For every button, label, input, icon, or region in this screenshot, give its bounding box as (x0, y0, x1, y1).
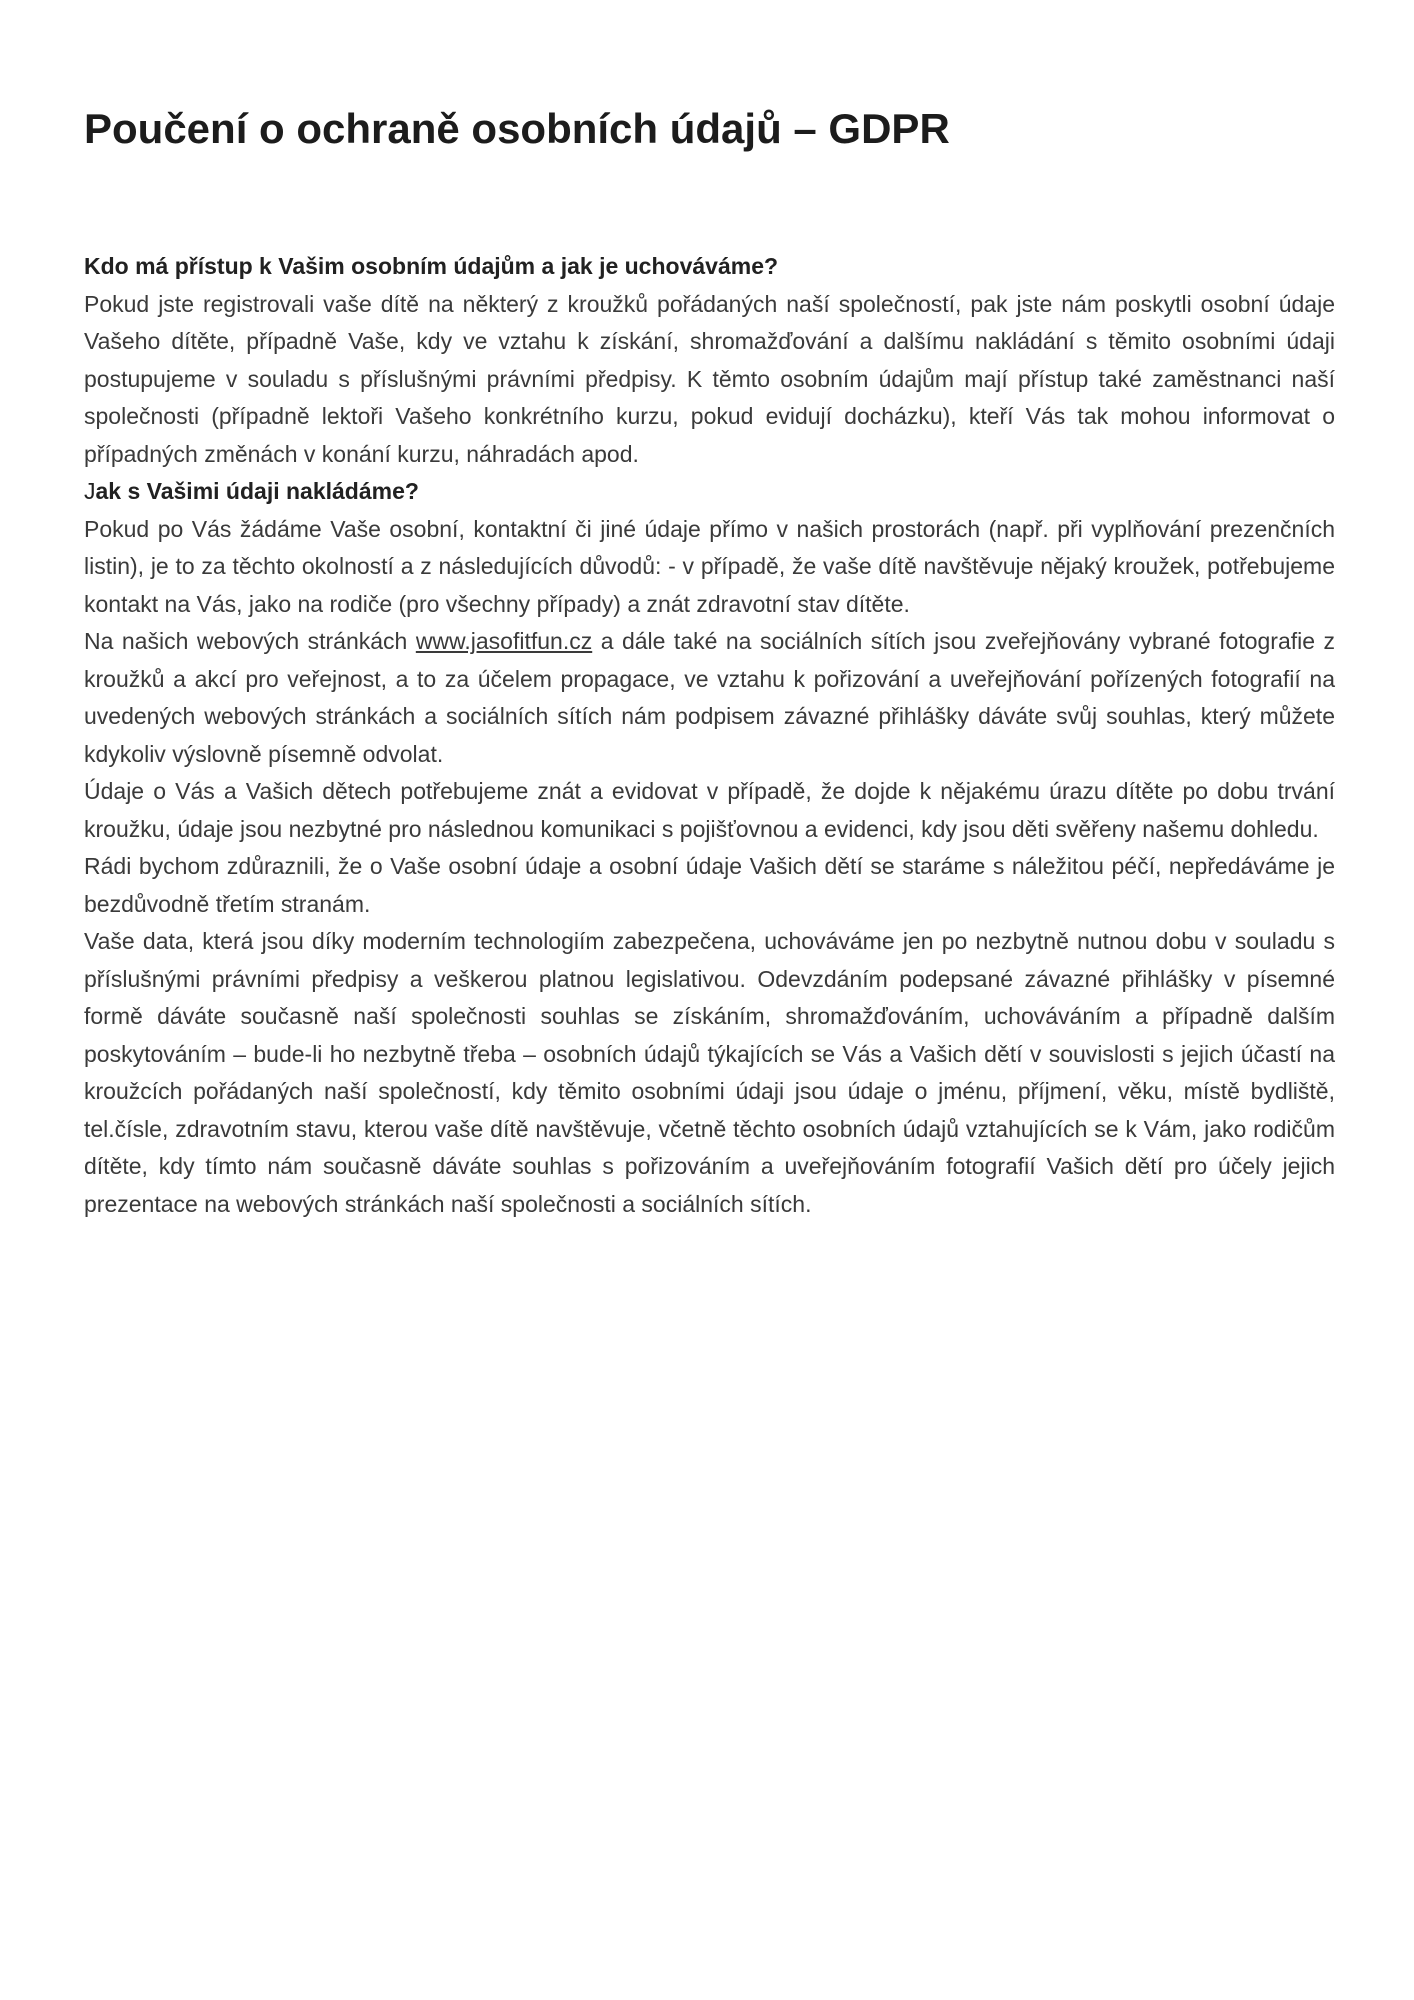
paragraph-consent: Vaše data, která jsou díky moderním technologiím zabezpečena, uchováváme jen po nezbytně nutnou dobu v souladu s příslušnými právními předpisy a veškerou platnou legislativou. Odevzdáním podepsané závazné přihlášky v písemné formě dáváte současně naší společnosti souhlas se získáním, shromažďováním, uchováváním a případně dalším poskytováním – bude-li ho nezbytně třeba – osobních údajů týkajících se Vás a Vašich dětí v souvislosti s jejich účastí na kroužcích pořádaných naší společností, kdy těmito osobními údaji jsou údaje o jménu, příjmení, věku, místě bydliště, tel.čísle, zdravotním stavu, kterou vaše dítě navštěvuje, včetně těchto osobních údajů vztahujících se k Vám, jako rodičům dítěte, kdy tímto nám současně dáváte souhlas s pořizováním a uveřejňováním fotografií Vašich dětí pro účely jejich prezentace na webových stránkách naší společnosti a sociálních sítích. (84, 928, 1335, 1217)
paragraph-photos-before-link: Na našich webových stránkách (84, 628, 416, 654)
paragraph-access: Pokud jste registrovali vaše dítě na některý z kroužků pořádaných naší společností, pak jste nám poskytli osobní údaje Vašeho dítěte, případně Vaše, kdy ve vztahu k získání, shromažďování a dalšímu nakládání s těmito osobními údaji postupujeme v souladu s příslušnými právními předpisy. K těmto osobním údajům mají přístup také zaměstnanci naší společnosti (případně lektoři Vašeho konkrétního kurzu, pokud evidují docházku), kteří Vás tak mohou informovat o případných změnách v konání kurzu, náhradách apod. (84, 290, 1335, 467)
document-body (84, 248, 1335, 1223)
page-title: Poučení o ochraně osobních údajů – GDPR (84, 105, 950, 152)
heading-rest: ak s Vašimi údaji nakládáme? (95, 478, 419, 504)
paragraph-reasons: Pokud po Vás žádáme Vaše osobní, kontaktní či jiné údaje přímo v našich prostorách (např. při vyplňování prezenčních listin), je to za těchto okolností a z následujících důvodů: - v případě, že vaše dítě navštěvuje nějaký kroužek, potřebujeme kontakt na Vás, jako na rodiče (pro všechny případy) a znát zdravotní stav dítěte. (84, 515, 1335, 617)
section-heading-handling (84, 473, 1335, 511)
section-heading-access: Kdo má přístup k Vašim osobním údajům a jak je uchováváme? (84, 253, 779, 279)
heading-initial-letter: J (84, 478, 96, 504)
paragraph-photos-after-link: a dále také na sociálních sítích jsou zveřejňovány vybrané fotografie z kroužků a akcí pro veřejnost, a to za účelem propagace, ve vztahu k pořizování a uveřejňování pořízených fotografií na uvedených webových stránkách a sociálních sítích nám podpisem závazné přihlášky dáváte svůj souhlas, který můžete kdykoliv výslovně písemně odvolat. (84, 628, 1336, 767)
paragraph-photos (84, 623, 1335, 773)
paragraph-records: Údaje o Vás a Vašich dětech potřebujeme znát a evidovat v případě, že dojde k nějakému úrazu dítěte po dobu trvání kroužku, údaje jsou nezbytné pro následnou komunikaci s pojišťovnou a evidenci, kdy jsou děti svěřeny našemu dohledu. (84, 778, 1335, 842)
paragraph-care: Rádi bychom zdůraznili, že o Vaše osobní údaje a osobní údaje Vašich dětí se staráme s náležitou péčí, nepředáváme je bezdůvodně třetím stranám. (84, 853, 1335, 917)
website-link[interactable]: www.jasofitfun.cz (415, 628, 593, 654)
